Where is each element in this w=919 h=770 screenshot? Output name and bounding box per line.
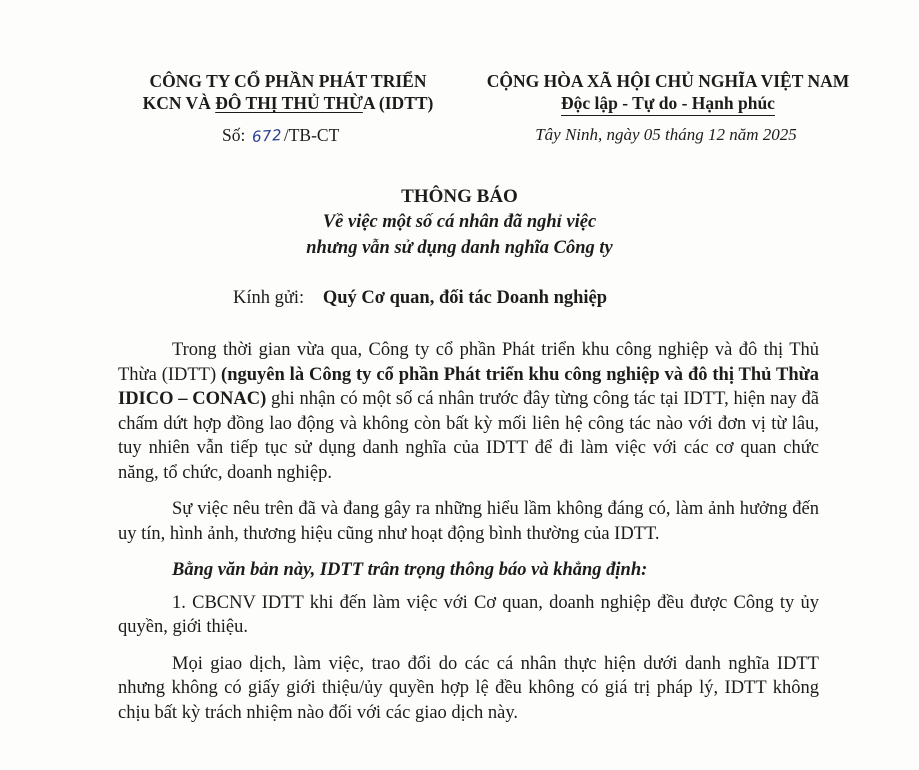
body-paragraph-1: [118, 338, 819, 485]
company-name-line1: CÔNG TY CỔ PHẦN PHÁT TRIỂN: [149, 71, 427, 91]
national-motto: Độc lập - Tự do - Hạnh phúc: [561, 92, 775, 116]
document-body: [118, 338, 819, 737]
body-paragraph-5: Mọi giao dịch, làm việc, trao đổi do các cá nhân thực hiện dưới danh nghĩa IDTT nhưng không có giấy giới thiệu/ủy quyền hợp lệ đều không có giá trị pháp lý, IDTT không chịu bất kỳ trách nhiệm nào đối với các giao dịch này.: [118, 653, 819, 723]
recipient-line: [233, 288, 607, 309]
recipient-label: Kính gửi:: [233, 288, 305, 308]
document-title: THÔNG BÁO: [401, 186, 518, 207]
recipient-value: Quý Cơ quan, đối tác Doanh nghiệp: [322, 288, 608, 308]
document-subtitle-line1: Về việc một số cá nhân đã nghỉ việc: [322, 212, 597, 232]
company-name-line2: [108, 92, 468, 114]
document-number-suffix: /TB-CT: [283, 125, 340, 145]
nation-name: CỘNG HÒA XÃ HỘI CHỦ NGHĨA VIỆT NAM: [486, 71, 850, 91]
body-paragraph-1-part-a: Trong thời gian vừa qua, Công ty cổ phần Phát triển khu công nghiệp và đô thị Thủ Thừa (IDTT): [118, 340, 819, 385]
company-header: [108, 70, 468, 114]
body-paragraph-4: 1. CBCNV IDTT khi đến làm việc với Cơ quan, doanh nghiệp đều được Công ty ủy quyền, giới thiệu.: [118, 592, 819, 637]
document-number-handwritten: 672: [251, 125, 283, 147]
document-number: [222, 125, 339, 146]
body-paragraph-1-bold: (nguyên là Công ty cổ phần Phát triển khu công nghiệp và đô thị Thủ Thừa IDICO – CONAC): [118, 364, 820, 409]
body-paragraph-1-part-c: ghi nhận có một số cá nhân trước đây từng công tác tại IDTT, hiện nay đã chấm dứt hợp đồng lao động và không còn bất kỳ mối liên hệ công tác nào với đơn vị từ lâu, tuy nhiên vẫn tiếp tục sử dụng danh nghĩa của IDTT để đi làm việc với các cơ quan chức năng, tổ chức, doanh nghiệp.: [118, 389, 819, 483]
place-and-date: Tây Ninh, ngày 05 tháng 12 năm 2025: [535, 125, 797, 144]
document-subtitle-line2: nhưng vẫn sử dụng danh nghĩa Công ty: [306, 238, 613, 258]
company-name-line2-pre: KCN VÀ: [142, 93, 216, 113]
company-name-line2-post: A (IDTT): [362, 93, 434, 113]
document-number-label: Số:: [222, 125, 246, 145]
body-paragraph-3: Bằng văn bản này, IDTT trân trọng thông báo và khẳng định:: [172, 560, 648, 580]
national-header: [472, 70, 864, 116]
body-paragraph-2: Sự việc nêu trên đã và đang gây ra những hiểu lầm không đáng có, làm ảnh hưởng đến uy tín, hình ảnh, thương hiệu cũng như hoạt động bình thường của IDTT.: [118, 499, 819, 544]
company-name-line2-underlined: ĐÔ THỊ THỦ THỪ: [215, 93, 363, 113]
